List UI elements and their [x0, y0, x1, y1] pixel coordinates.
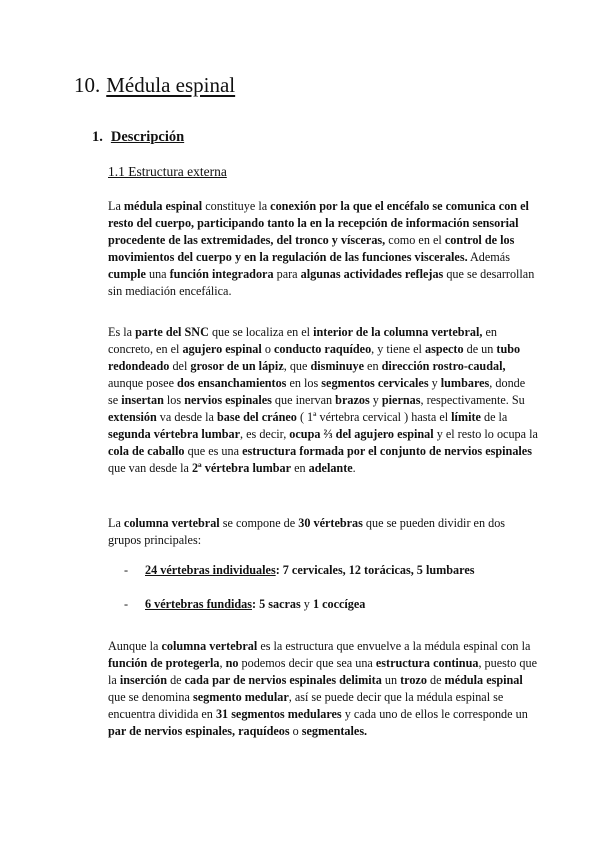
bold-text-run: 24 vértebras individuales: [145, 563, 276, 577]
bold-text-run: dos ensanchamientos: [177, 376, 287, 390]
bold-text-run: lumbares: [440, 376, 490, 390]
text-run: los: [163, 393, 185, 407]
text-run: que se denomina: [108, 690, 193, 704]
bold-text-run: 2ª vértebra lumbar: [191, 461, 292, 475]
bold-text-run: trozo: [400, 673, 427, 687]
text-run: en concreto, en el: [108, 325, 498, 356]
text-run: , que: [283, 359, 311, 373]
text-run: que inervan: [271, 393, 336, 407]
text-run: y: [428, 376, 441, 390]
list-item-text: [145, 563, 474, 577]
text-run: un: [381, 673, 401, 687]
text-run: de: [167, 673, 185, 687]
bold-text-run: segmento medular: [192, 690, 289, 704]
text-run: de: [426, 673, 445, 687]
text-run: de la: [480, 410, 508, 424]
text-run: de un: [463, 342, 497, 356]
bold-text-run: conducto raquídeo: [273, 342, 372, 356]
section-heading: [92, 127, 184, 147]
text-run: ( 1ª vértebra cervical ) hasta el: [296, 410, 452, 424]
text-run: es la estructura que envuelve a la médula espinal con la: [257, 639, 531, 653]
text-run: , donde se: [108, 376, 526, 407]
bold-text-run: 30 vértebras: [298, 516, 363, 530]
text-run: y: [369, 393, 382, 407]
bold-text-run: cumple: [108, 267, 146, 281]
bold-text-run: control de los movimientos del cuerpo y en la regulación de las funciones viscerales.: [108, 233, 515, 264]
bold-text-run: nervios espinales: [184, 393, 272, 407]
bold-text-run: estructura continua: [375, 656, 479, 670]
text-run: que se localiza en el: [208, 325, 314, 339]
text-run: va desde la: [156, 410, 217, 424]
list-item: [124, 562, 524, 579]
text-run: aunque posee: [108, 376, 178, 390]
list-bullet: -: [124, 563, 129, 577]
text-run: , y tiene el: [371, 342, 425, 356]
bold-text-run: 1 coccígea: [312, 597, 366, 611]
bold-text-run: ocupa ⅔ del agujero espinal: [289, 427, 434, 441]
text-run: podemos decir que sea una: [238, 656, 376, 670]
bold-text-run: médula espinal: [123, 199, 203, 213]
text-run: , respectivamente. Su: [420, 393, 525, 407]
text-run: o: [261, 342, 274, 356]
section-number: 1.: [92, 129, 103, 145]
text-run: o: [289, 724, 302, 738]
bold-text-run: dirección rostro-caudal,: [381, 359, 506, 373]
list-item: [124, 596, 524, 613]
bold-text-run: base del cráneo: [217, 410, 297, 424]
text-run: y cada uno de ellos le corresponde un: [341, 707, 528, 721]
bold-text-run: algunas actividades reflejas: [300, 267, 444, 281]
bold-text-run: brazos: [335, 393, 370, 407]
paragraph-3: [108, 515, 538, 549]
list-bullet: -: [124, 597, 129, 611]
bold-text-run: 31 segmentos medulares: [215, 707, 342, 721]
chapter-heading: [74, 70, 235, 100]
bold-text-run: : 7 cervicales, 12 torácicas, 5 lumbares: [275, 563, 475, 577]
text-run: , es decir,: [240, 427, 290, 441]
bold-text-run: tubo redondeado: [108, 342, 521, 373]
text-run: en: [291, 461, 309, 475]
text-run: .: [352, 461, 356, 475]
bold-text-run: adelante: [308, 461, 353, 475]
bold-text-run: médula espinal: [444, 673, 523, 687]
paragraph-2: [108, 324, 538, 477]
bold-text-run: límite: [451, 410, 481, 424]
text-run: , puesto que la: [108, 656, 538, 687]
text-run: y: [300, 597, 313, 611]
bold-text-run: interior de la columna vertebral,: [313, 325, 483, 339]
bold-text-run: función integradora: [169, 267, 274, 281]
bold-text-run: insertan: [121, 393, 164, 407]
bold-text-run: segmentos cervicales: [321, 376, 429, 390]
text-run: La: [108, 516, 124, 530]
bold-text-run: no: [225, 656, 239, 670]
text-run: , así se puede decir que la médula espinal se encuentra dividida en: [108, 690, 504, 721]
text-run: que es una: [184, 444, 243, 458]
bold-text-run: columna vertebral: [161, 639, 258, 653]
text-run: una: [145, 267, 170, 281]
bold-text-run: par de nervios espinales, raquídeos: [108, 724, 290, 738]
text-run: Aunque la: [108, 639, 162, 653]
bold-text-run: aspecto: [424, 342, 464, 356]
text-run: Es la: [108, 325, 136, 339]
bold-text-run: extensión: [108, 410, 157, 424]
section-title: Descripción: [110, 129, 185, 145]
list-item-text: [145, 597, 365, 611]
bold-text-run: grosor de un lápiz: [190, 359, 284, 373]
bold-text-run: conexión por la que el encéfalo se comunica con el resto del cuerpo, participando tanto la en la recepción de información sensorial procedente de las extremidades, del tronco y vísceras,: [108, 199, 529, 247]
bold-text-run: inserción: [119, 673, 168, 687]
text-run: Además: [467, 250, 510, 264]
bold-text-run: 6 vértebras fundidas: [145, 597, 252, 611]
text-run: La: [108, 199, 124, 213]
text-run: que se pueden dividir en dos grupos principales:: [108, 516, 506, 547]
paragraph-1: [108, 198, 538, 300]
bold-text-run: agujero espinal: [182, 342, 262, 356]
bold-text-run: cola de caballo: [108, 444, 185, 458]
bold-text-run: segmentales.: [301, 724, 368, 738]
text-run: que van desde la: [108, 461, 192, 475]
text-run: en los: [286, 376, 322, 390]
bold-text-run: piernas: [381, 393, 421, 407]
paragraph-4: [108, 638, 538, 740]
bold-text-run: segunda vértebra lumbar: [108, 427, 241, 441]
text-run: para: [273, 267, 301, 281]
text-run: se compone de: [219, 516, 299, 530]
bold-text-run: función de protegerla: [108, 656, 220, 670]
chapter-title: Médula espinal: [106, 73, 236, 97]
bold-text-run: estructura formada por el conjunto de nervios espinales: [242, 444, 532, 458]
text-run: y el resto lo ocupa la: [433, 427, 538, 441]
text-run: en: [364, 359, 382, 373]
text-run: del: [169, 359, 191, 373]
chapter-number: 10.: [74, 73, 101, 97]
bold-text-run: cada par de nervios espinales delimita: [184, 673, 382, 687]
text-run: como en el: [385, 233, 445, 247]
text-run: ,: [219, 656, 226, 670]
bold-text-run: disminuye: [310, 359, 364, 373]
vertebrae-list: [124, 562, 524, 613]
bold-text-run: parte del SNC: [135, 325, 209, 339]
text-run: que se desarrollan sin mediación encefálica.: [108, 267, 535, 298]
bold-text-run: : 5 sacras: [252, 597, 301, 611]
subsection-heading: 1.1 Estructura externa: [108, 164, 227, 179]
text-run: constituye la: [202, 199, 271, 213]
bold-text-run: columna vertebral: [123, 516, 220, 530]
